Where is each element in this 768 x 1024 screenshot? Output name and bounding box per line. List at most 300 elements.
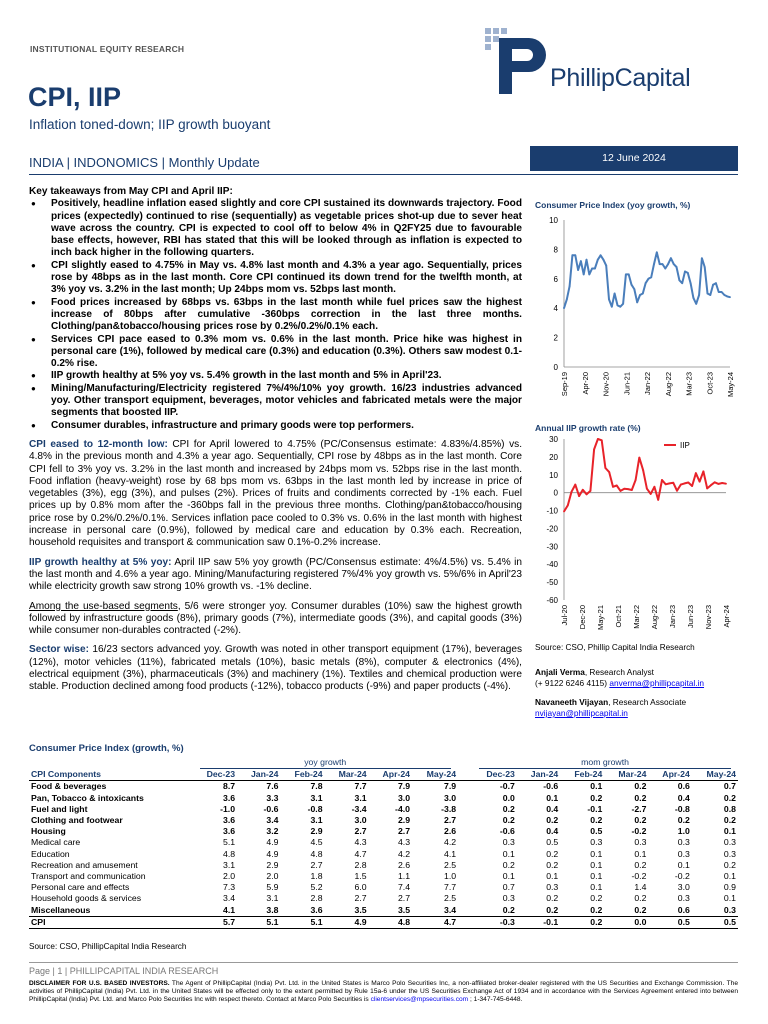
- x-tick-label: Jul-20: [560, 605, 569, 626]
- mom-cell: 0.6: [677, 781, 690, 792]
- yoy-cell: 4.2: [397, 848, 411, 859]
- data-point: [614, 293, 616, 295]
- data-point: [710, 484, 712, 486]
- yoy-cell: 3.4: [266, 815, 279, 826]
- x-tick-label: Mar-23: [684, 372, 694, 396]
- data-point: [591, 268, 593, 270]
- analyst-2: [535, 697, 740, 708]
- mom-cell: 0.5: [648, 916, 691, 928]
- yoy-cell: 2.5: [444, 893, 457, 904]
- yoy-cell: 2.0: [266, 871, 279, 882]
- mom-cell: -2.7: [631, 803, 647, 814]
- yoy-cell: -3.8: [441, 803, 457, 814]
- analyst-phone: (+ 9122 6246 4115): [535, 678, 610, 688]
- row-label: Pan, Tobacco & intoxicants: [31, 792, 144, 803]
- mom-cell: 0.5: [546, 837, 559, 848]
- mom-cell: 0.2: [723, 815, 736, 826]
- yoy-cell: 3.0: [397, 792, 411, 803]
- table-title: Consumer Price Index (growth, %): [29, 743, 184, 754]
- yoy-cell: 4.5: [310, 837, 323, 848]
- mom-cell: 0.1: [590, 859, 603, 870]
- takeaway-item: ● CPI slightly eased to 4.75% in May vs. 4.8% last month and 4.3% a year ago. Sequentially, prices rose by 48bps as in the last month. Core CPI continued its down trend for the twelfth month, at 3% yoy vs. 3.2% in the last month; Up 24bps mom vs. 52bps last month.: [29, 260, 522, 297]
- data-point: [709, 294, 711, 296]
- data-point: [672, 482, 674, 484]
- yoy-cell: 6.0: [354, 882, 367, 893]
- iip-chart-title: Annual IIP growth rate (%): [535, 423, 641, 433]
- mom-cell: 0.3: [723, 904, 736, 915]
- data-point: [726, 296, 728, 298]
- data-point: [725, 483, 727, 485]
- data-point: [619, 306, 621, 308]
- yoy-cell: 3.1: [354, 792, 367, 803]
- data-point: [583, 273, 585, 275]
- mom-cell: 0.3: [677, 893, 690, 904]
- mom-cell: 0.2: [634, 781, 647, 792]
- data-point: [707, 293, 709, 295]
- y-tick-label: 4: [553, 304, 558, 314]
- mom-cell: 0.2: [546, 859, 559, 870]
- yoy-cell: 7.9: [444, 781, 457, 792]
- data-point: [648, 278, 650, 280]
- data-point: [723, 294, 725, 296]
- page-title: CPI, IIP: [28, 82, 122, 112]
- mom-cell: 0.7: [502, 882, 515, 893]
- table-row: [29, 804, 738, 815]
- x-tick-label: Nov-20: [601, 372, 611, 397]
- data-point: [654, 486, 656, 488]
- analyst-email-link[interactable]: nvijayan@phillipcapital.in: [535, 708, 628, 718]
- column-header: Feb-24: [280, 769, 324, 781]
- cpi-chart-title: Consumer Price Index (yoy growth, %): [535, 200, 691, 210]
- series-line: [564, 252, 730, 308]
- mom-cell: 0.3: [723, 848, 736, 859]
- yoy-cell: 5.1: [237, 916, 280, 928]
- table-row: [29, 882, 738, 893]
- mom-cell: 0.3: [590, 837, 603, 848]
- analyst-1-contact: [535, 678, 740, 689]
- data-point: [628, 273, 630, 275]
- data-point: [586, 259, 588, 261]
- cpi-paragraph: [29, 439, 522, 550]
- data-point: [687, 482, 689, 484]
- mom-cell: 0.1: [677, 859, 690, 870]
- yoy-cell: 7.7: [444, 882, 457, 893]
- yoy-cell: 4.3: [397, 837, 411, 848]
- analyst-name: Anjali Verma: [535, 667, 585, 677]
- analyst-role: , Research Associate: [608, 697, 687, 707]
- yoy-cell: 3.5: [397, 904, 411, 915]
- report-date: 12 June 2024: [530, 146, 738, 171]
- mom-cell: 0.7: [723, 781, 736, 792]
- analyst-block: [535, 667, 740, 719]
- data-point: [582, 489, 584, 491]
- column-header: Mar-24: [325, 769, 369, 781]
- data-point: [563, 511, 565, 513]
- data-point: [580, 260, 582, 262]
- data-point: [680, 484, 682, 486]
- yoy-cell: 3.0: [354, 815, 367, 826]
- mom-cell: 0.3: [546, 882, 559, 893]
- mom-cell: 0.2: [590, 893, 603, 904]
- yoy-cell: 4.8: [369, 916, 412, 928]
- analyst-1: [535, 667, 740, 678]
- data-point: [695, 472, 697, 474]
- mom-cell: 3.0: [677, 882, 690, 893]
- yoy-cell: 7.4: [397, 882, 411, 893]
- data-point: [718, 291, 720, 293]
- data-point: [633, 288, 635, 290]
- column-header: May-24: [692, 769, 738, 781]
- yoy-cell: 4.8: [222, 848, 236, 859]
- y-tick-label: -20: [546, 524, 558, 534]
- data-point: [650, 276, 652, 278]
- mom-cell: 0.2: [502, 859, 515, 870]
- table-row: [29, 826, 738, 837]
- yoy-group-label: yoy growth: [200, 757, 451, 769]
- mom-cell: 0.5: [692, 916, 738, 928]
- yoy-cell: 5.7: [192, 916, 237, 928]
- yoy-cell: 2.7: [354, 826, 367, 837]
- data-point: [729, 296, 731, 298]
- yoy-cell: 1.1: [397, 871, 411, 882]
- mom-cell: -0.2: [631, 871, 647, 882]
- x-tick-label: Dec-20: [578, 605, 587, 630]
- mom-cell: 0.4: [677, 792, 690, 803]
- cpi-paragraph-lead: CPI eased to 12-month low:: [29, 438, 168, 450]
- table-row: [29, 893, 738, 904]
- yoy-cell: 3.2: [266, 826, 279, 837]
- yoy-cell: 1.5: [354, 871, 367, 882]
- data-point: [715, 282, 717, 284]
- row-label: Recreation and amusement: [31, 859, 138, 870]
- mom-cell: 0.2: [634, 893, 647, 904]
- yoy-cell: 4.3: [354, 837, 367, 848]
- x-tick-label: May-21: [596, 605, 605, 631]
- data-point: [669, 482, 671, 484]
- cpi-paragraph-body: CPI for April lowered to 4.75% (PC/Consensus estimate: 4.83%/4.85%) vs. 4.8% in the previous month and 4.3% a year ago. Sequentially, CPI rose by 48bps as in the last month. Core CPI fell to 3% yoy vs. 3.2% in the last month and increased by 24bps mom vs. 52bps rise in the last month. Food inflation (heavy-weight) rose by 68 bps mom vs. 63bps in the last month led by increase in price of vegetables (3%), egg (3%), and pulses (2%). Prices of fruits and condiments corrected by -1% each. Fuel prices up by 0.8% mom after the -360bps fall in the previous three months. Clothing/pan&tobacco/housing price rose by 0.2%/0.2%/0.1%. Services inflation pace cooled to 0.3% vs. 0.6% in the last month with highest increase in personal care (0.9%), followed by medical care and education by 0.3% each. Recreation, household requisites and transport & communication saw 0.1%-0.2% increase.: [29, 438, 522, 549]
- y-tick-label: 20: [549, 452, 558, 462]
- yoy-cell: 5.1: [222, 837, 236, 848]
- data-point: [594, 268, 596, 270]
- yoy-cell: 2.7: [397, 826, 411, 837]
- table-row: [29, 905, 738, 917]
- data-point: [611, 306, 613, 308]
- y-tick-label: 10: [549, 470, 558, 480]
- column-header: May-24: [412, 769, 458, 781]
- yoy-cell: 3.1: [222, 859, 236, 870]
- yoy-cell: 1.8: [310, 871, 323, 882]
- iip-paragraph-lead: IIP growth healthy at 5% yoy:: [29, 556, 172, 568]
- data-point: [661, 479, 663, 481]
- data-point: [681, 282, 683, 284]
- takeaway-item: ● Services CPI pace eased to 0.3% mom vs. 0.6% in the last month. Price hike was highest in personal care (1%), followed by medical care (0.3%) and education (0.3%). Others saw modest 0.1-0.2% rise.: [29, 334, 522, 371]
- series-line: [564, 439, 726, 512]
- mom-cell: 0.0: [604, 916, 648, 928]
- yoy-cell: 2.6: [444, 826, 457, 837]
- data-point: [588, 273, 590, 275]
- mom-cell: 0.8: [723, 803, 736, 814]
- mom-cell: 0.3: [502, 893, 515, 904]
- data-point: [662, 263, 664, 265]
- data-point: [693, 297, 695, 299]
- page-subtitle: Inflation toned-down; IIP growth buoyant: [29, 117, 271, 132]
- yoy-cell: 8.7: [222, 781, 236, 792]
- data-point: [574, 254, 576, 256]
- data-point: [571, 491, 573, 493]
- mom-cell: 0.2: [634, 792, 647, 803]
- yoy-cell: 3.0: [444, 792, 457, 803]
- data-point: [625, 273, 627, 275]
- yoy-cell: 3.3: [266, 792, 279, 803]
- sector-paragraph-body: 16/23 sectors advanced yoy. Growth was noted in other transport equipment (17%), beverages (12%), motor vehicles (11%), fabricated metals (10%), basic metals (8%), computer & electronics (4%), electrical equipment (3%), pharmaceuticals (3%) and machinery (1%). Textiles and chemical production were stable. Production declined among food products (-12%), tobacco products (-9%) and paper products (-4%).: [29, 644, 523, 693]
- yoy-cell: 2.9: [310, 826, 323, 837]
- mom-cell: -0.2: [674, 871, 690, 882]
- mom-cell: 0.1: [502, 848, 515, 859]
- column-header: Apr-24: [648, 769, 691, 781]
- data-point: [600, 254, 602, 256]
- table-row: [29, 815, 738, 826]
- x-tick-label: Oct-23: [705, 372, 715, 395]
- data-point: [602, 259, 604, 261]
- x-tick-label: Apr-24: [722, 605, 731, 628]
- yoy-cell: 3.6: [222, 815, 236, 826]
- cpi-components-table: [29, 757, 738, 929]
- yoy-cell: 3.6: [310, 904, 323, 915]
- yoy-cell: 2.0: [222, 871, 236, 882]
- data-point: [721, 482, 723, 484]
- report-category: INSTITUTIONAL EQUITY RESEARCH: [30, 44, 185, 54]
- table-row: [29, 871, 738, 882]
- legend-label: IIP: [680, 441, 690, 450]
- mom-cell: 0.1: [723, 826, 736, 837]
- data-point: [601, 439, 603, 441]
- mom-group-label: mom growth: [479, 757, 730, 769]
- yoy-cell: 3.1: [310, 815, 323, 826]
- y-tick-label: -50: [546, 578, 558, 588]
- mom-cell: 0.4: [546, 826, 559, 837]
- mom-cell: -0.1: [517, 916, 560, 928]
- y-tick-label: 10: [549, 216, 558, 225]
- mom-cell: 0.3: [677, 848, 690, 859]
- use-based-paragraph-lead: Among the use-based segments: [29, 600, 178, 612]
- mom-cell: -0.2: [631, 826, 647, 837]
- data-point: [664, 268, 666, 270]
- y-tick-label: 2: [553, 333, 558, 343]
- main-text: [29, 186, 522, 694]
- data-point: [569, 285, 571, 287]
- data-point: [659, 263, 661, 265]
- yoy-cell: 2.7: [354, 893, 367, 904]
- iip-chart: [530, 432, 738, 637]
- data-point: [699, 481, 701, 483]
- takeaway-item: ● Mining/Manufacturing/Electricity registered 7%/4%/10% yoy growth. 16/23 industries advanced yoy. Other transport equipment, beverages, motor vehicles and fabricated metals were the major segments that boosted IIP.: [29, 383, 522, 420]
- data-point: [623, 488, 625, 490]
- data-point: [612, 486, 614, 488]
- table-row: [29, 849, 738, 860]
- mom-cell: -0.7: [499, 781, 515, 792]
- data-point: [631, 489, 633, 491]
- column-header: Mar-24: [604, 769, 648, 781]
- y-tick-label: -60: [546, 596, 558, 605]
- data-point: [656, 251, 658, 253]
- data-point: [631, 284, 633, 286]
- row-label: Food & beverages: [31, 781, 107, 792]
- column-header: Jan-24: [237, 769, 280, 781]
- mom-cell: 0.2: [723, 792, 736, 803]
- mom-cell: 0.2: [502, 815, 515, 826]
- yoy-cell: 7.3: [222, 882, 236, 893]
- x-tick-label: Aug-22: [650, 605, 659, 630]
- disclaimer-body: The Agent of PhillipCapital (India) Pvt. Ltd. in the United States is Marco Polo Securities Inc, a non-affiliated broker-dealer registered with the US Securities and Exchange Commission. The activities of PhillipCapital (India) Pvt. Ltd. in the United States will be effected only to the extent permitted by Rule 15a-6 under the US Securities Exchange Act of 1934 and in accordance with the Services Agreement entered into between PhillipCapital (India) Pvt. Ltd. and Marco Polo Securities Inc with respect thereto. Contact at Marco Polo Securities is: [29, 980, 738, 1003]
- column-header: Apr-24: [369, 769, 412, 781]
- table-source: Source: CSO, PhillipCapital India Research: [29, 942, 187, 951]
- data-point: [687, 272, 689, 274]
- yoy-cell: 2.7: [444, 815, 457, 826]
- y-tick-label: 8: [553, 245, 558, 255]
- yoy-cell: 2.5: [444, 859, 457, 870]
- data-point: [608, 471, 610, 473]
- table-row: [29, 837, 738, 848]
- row-label: Education: [31, 848, 70, 859]
- x-tick-label: Oct-21: [614, 605, 623, 628]
- column-header: Feb-24: [560, 769, 604, 781]
- y-tick-label: 6: [553, 274, 558, 284]
- mom-cell: 0.2: [560, 916, 604, 928]
- takeaway-item: ● Food prices increased by 68bps vs. 63bps in the last month while fuel prices saw the highest increase of 80bps after cumulative -360bps correction in the last three months. Clothing/pan&tobacco/housing prices rose by 0.2%/0.2%/0.1% each.: [29, 297, 522, 334]
- y-tick-label: -10: [546, 506, 558, 516]
- data-point: [574, 484, 576, 486]
- data-point: [617, 304, 619, 306]
- mom-cell: 0.0: [502, 792, 515, 803]
- x-tick-label: Nov-23: [704, 605, 713, 630]
- data-point: [578, 495, 580, 497]
- mom-cell: 0.2: [546, 893, 559, 904]
- data-point: [627, 488, 629, 490]
- page-number: Page | 1 | PHILLIPCAPITAL INDIA RESEARCH: [29, 966, 219, 976]
- row-label: Fuel and light: [31, 803, 88, 814]
- sector-paragraph: [29, 644, 522, 693]
- yoy-cell: 2.6: [397, 859, 411, 870]
- data-point: [684, 271, 686, 273]
- data-point: [673, 263, 675, 265]
- data-point: [636, 301, 638, 303]
- data-point: [577, 269, 579, 271]
- yoy-cell: 7.8: [310, 781, 323, 792]
- chart-source: Source: CSO, Phillip Capital India Research: [535, 643, 695, 652]
- data-point: [645, 282, 647, 284]
- data-point: [586, 493, 588, 495]
- data-point: [676, 490, 678, 492]
- mom-cell: -0.8: [674, 803, 690, 814]
- data-point: [642, 293, 644, 295]
- iip-paragraph-body: April IIP saw 5% yoy growth (PC/Consensus estimate: 4%/4.5%) vs. 5.4% in the last month and 4.6% a year ago. Mining/Manufacturing registered 7%/4% yoy growth vs. 5%/6% in April'23 while electricity growth saw strong 10% growth vs. -1% decline.: [29, 556, 522, 593]
- table-row: [29, 916, 738, 928]
- series-line: INDIA | INDONOMICS | Monthly Update: [29, 155, 260, 170]
- column-header: Jan-24: [517, 769, 560, 781]
- table-row: [29, 860, 738, 871]
- row-label: Miscellaneous: [31, 904, 91, 915]
- x-tick-label: Apr-20: [580, 372, 590, 395]
- yoy-cell: 2.9: [397, 815, 411, 826]
- y-tick-label: -30: [546, 542, 558, 552]
- yoy-cell: 5.9: [266, 882, 279, 893]
- yoy-cell: 7.7: [354, 781, 367, 792]
- yoy-cell: 2.9: [266, 859, 279, 870]
- takeaway-item: ● IIP growth healthy at 5% yoy vs. 5.4% growth in the last month and 5% in April'23.: [29, 370, 522, 382]
- yoy-cell: 7.6: [266, 781, 279, 792]
- yoy-cell: 4.9: [266, 848, 279, 859]
- data-point: [704, 266, 706, 268]
- data-point: [684, 482, 686, 484]
- data-point: [567, 504, 569, 506]
- x-tick-label: Sep-19: [560, 372, 569, 397]
- mom-cell: 0.2: [502, 904, 515, 915]
- yoy-cell: 3.4: [222, 893, 236, 904]
- mom-cell: 0.2: [502, 803, 515, 814]
- table-row: [29, 781, 738, 793]
- yoy-cell: 4.1: [444, 848, 457, 859]
- x-tick-label: Mar-22: [632, 605, 641, 629]
- data-point: [653, 263, 655, 265]
- analyst-role: , Research Analyst: [584, 667, 654, 677]
- mom-cell: 0.2: [546, 848, 559, 859]
- data-point: [701, 257, 703, 259]
- row-label: Medical care: [31, 837, 81, 848]
- yoy-cell: -0.8: [307, 803, 323, 814]
- data-point: [605, 265, 607, 267]
- yoy-cell: -1.0: [220, 803, 236, 814]
- yoy-cell: 7.9: [397, 781, 411, 792]
- disclaimer-email-link[interactable]: clientservices@mpsecurities.com: [370, 996, 469, 1003]
- takeaway-item: ● Consumer durables, infrastructure and primary goods were top performers.: [29, 420, 522, 432]
- data-point: [676, 266, 678, 268]
- yoy-cell: 3.8: [266, 904, 279, 915]
- analyst-email-link[interactable]: anverma@phillipcapital.in: [609, 678, 705, 688]
- mom-cell: 0.5: [590, 826, 603, 837]
- disclaimer-lead: DISCLAIMER FOR U.S. BASED INVESTORS.: [29, 980, 170, 987]
- mom-cell: 0.3: [677, 837, 690, 848]
- yoy-cell: 2.8: [310, 893, 323, 904]
- mom-cell: 0.2: [634, 815, 647, 826]
- mom-cell: 0.1: [723, 871, 736, 882]
- mom-cell: 0.2: [634, 904, 647, 915]
- yoy-cell: 3.4: [444, 904, 457, 915]
- mom-cell: 0.1: [590, 871, 603, 882]
- data-point: [642, 469, 644, 471]
- yoy-cell: 4.7: [354, 848, 367, 859]
- data-point: [616, 485, 618, 487]
- y-tick-label: 0: [553, 363, 558, 372]
- data-point: [678, 279, 680, 281]
- yoy-cell: 1.0: [444, 871, 457, 882]
- mom-cell: 0.4: [546, 803, 559, 814]
- yoy-cell: 4.9: [266, 837, 279, 848]
- mom-cell: 0.6: [677, 904, 690, 915]
- yoy-cell: -0.6: [263, 803, 279, 814]
- yoy-cell: 4.8: [310, 848, 323, 859]
- table-row: [29, 793, 738, 804]
- data-point: [657, 499, 659, 501]
- data-point: [712, 284, 714, 286]
- yoy-cell: 4.7: [412, 916, 458, 928]
- data-point: [698, 294, 700, 296]
- column-header: CPI Components: [29, 769, 192, 781]
- data-point: [646, 488, 648, 490]
- mom-cell: 0.1: [634, 848, 647, 859]
- mom-cell: 0.1: [723, 893, 736, 904]
- mom-cell: 0.2: [546, 904, 559, 915]
- row-label: Housing: [31, 826, 66, 837]
